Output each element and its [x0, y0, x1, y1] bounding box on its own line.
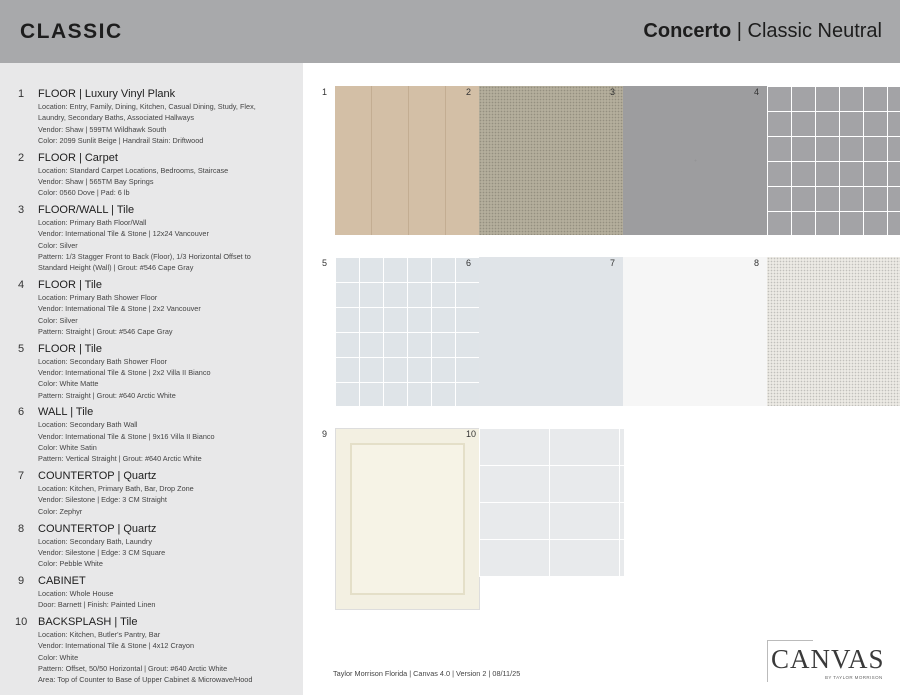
material-swatch	[623, 86, 768, 235]
item-detail: Vendor: Shaw | 599TM Wildhawk South	[38, 124, 167, 134]
item-detail: Location: Whole House	[38, 588, 114, 598]
item-detail: Location: Primary Bath Shower Floor	[38, 293, 158, 303]
item-number: 5	[18, 342, 25, 355]
swatch-number: 6	[466, 258, 472, 268]
item-number: 10	[15, 616, 28, 628]
item-detail: Pattern: 1/3 Stagger Front to Back (Floor), 1/3 Horizontal Offset to	[38, 251, 251, 261]
item-number: 4	[18, 279, 25, 292]
item-detail: Vendor: International Tile & Stone | 2x2 Villa II Bianco	[38, 368, 211, 378]
item-number: 7	[18, 470, 25, 483]
material-swatch	[767, 257, 900, 406]
material-swatch	[623, 257, 768, 406]
material-swatch	[479, 428, 624, 577]
item-detail: Location: Secondary Bath Shower Floor	[38, 356, 167, 366]
swatch-number: 2	[466, 87, 472, 97]
selection-item	[0, 203, 303, 273]
collection-name: CLASSIC	[20, 20, 123, 43]
item-detail: Color: Silver	[38, 240, 78, 250]
item-detail: Location: Kitchen, Primary Bath, Bar, Drop Zone	[38, 484, 194, 494]
item-detail: Vendor: Silestone | Edge: 3 CM Square	[38, 547, 166, 557]
item-number: 9	[18, 574, 25, 587]
item-detail: Vendor: International Tile & Stone | 12x24 Vancouver	[38, 229, 209, 239]
material-swatch	[335, 428, 480, 610]
item-detail: Location: Kitchen, Butler's Pantry, Bar	[38, 630, 161, 639]
selection-item	[0, 615, 303, 685]
item-title: FLOOR | Luxury Vinyl Plank	[38, 88, 176, 100]
item-detail: Pattern: Straight | Grout: #546 Cape Gray	[38, 326, 173, 336]
item-detail: Door: Barnett | Finish: Painted Linen	[38, 600, 156, 610]
item-detail: Location: Secondary Bath Wall	[38, 420, 138, 430]
item-detail: Color: 2099 Sunlit Beige | Handrail Stain: Driftwood	[38, 135, 204, 145]
item-detail: Vendor: International Tile & Stone | 4x12 Crayon	[38, 641, 195, 651]
item-detail: Vendor: International Tile & Stone | 9x16 Villa II Bianco	[38, 431, 215, 441]
selection-item	[0, 342, 303, 401]
item-detail: Location: Primary Bath Floor/Wall	[38, 218, 147, 228]
title-scheme: | Classic Neutral	[731, 20, 882, 42]
item-detail: Color: White Satin	[38, 443, 97, 453]
swatch-number: 1	[322, 87, 328, 97]
item-detail: Location: Standard Carpet Locations, Bedrooms, Staircase	[38, 165, 229, 175]
selection-item	[0, 574, 303, 611]
page-title	[643, 20, 882, 43]
item-title: FLOOR | Tile	[38, 342, 102, 355]
footer-text: Taylor Morrison Florida | Canvas 4.0 | Version 2 | 08/11/25	[333, 669, 521, 678]
material-swatch	[479, 86, 624, 235]
swatch-number: 10	[466, 429, 477, 439]
item-title: FLOOR/WALL | Tile	[38, 204, 135, 217]
item-number: 6	[18, 406, 25, 419]
canvas-logo: CANVAS BY TAYLOR MORRISON	[767, 640, 887, 682]
material-swatch	[767, 86, 900, 235]
item-detail: Standard Height (Wall) | Grout: #546 Cape Gray	[38, 263, 194, 273]
item-detail: Location: Entry, Family, Dining, Kitchen, Casual Dining, Study, Flex,	[38, 102, 256, 111]
selection-item	[0, 87, 303, 146]
item-title: FLOOR | Tile	[38, 279, 102, 292]
item-number: 1	[18, 88, 25, 100]
item-detail: Color: Zephyr	[38, 506, 83, 516]
item-detail: Color: Silver	[38, 315, 78, 325]
item-detail: Vendor: International Tile & Stone | 2x2 Vancouver	[38, 304, 201, 314]
swatch-number: 4	[754, 87, 760, 97]
item-title: FLOOR | Carpet	[38, 151, 118, 164]
item-title: COUNTERTOP | Quartz	[38, 522, 157, 535]
material-swatch	[479, 257, 624, 406]
selections-list	[0, 63, 303, 695]
item-title: COUNTERTOP | Quartz	[38, 470, 157, 483]
item-detail: Area: Top of Counter to Base of Upper Cabinet & Microwave/Hood	[38, 675, 253, 685]
swatch-number: 5	[322, 258, 328, 268]
item-detail: Color: Pebble White	[38, 559, 103, 569]
swatch-number: 7	[610, 258, 616, 268]
selection-item	[0, 405, 303, 464]
item-detail: Location: Secondary Bath, Laundry	[38, 536, 152, 546]
item-title: BACKSPLASH | Tile	[38, 616, 138, 628]
swatch-number: 3	[610, 87, 616, 97]
item-title: WALL | Tile	[38, 406, 94, 419]
item-number: 2	[18, 151, 25, 164]
selection-item	[0, 522, 303, 570]
item-detail: Vendor: Shaw | 565TM Bay Springs	[38, 176, 154, 186]
item-detail: Color: 0560 Dove | Pad: 6 lb	[38, 188, 130, 198]
item-detail: Pattern: Straight | Grout: #640 Arctic White	[38, 390, 176, 400]
item-title: CABINET	[38, 574, 86, 587]
swatch-number: 8	[754, 258, 760, 268]
swatch-number: 9	[322, 429, 328, 439]
selection-item	[0, 469, 303, 517]
item-detail: Color: White	[38, 652, 79, 662]
item-detail: Color: White Matte	[38, 379, 99, 389]
item-detail: Laundry, Secondary Baths, Associated Hallways	[38, 113, 195, 123]
item-detail: Pattern: Vertical Straight | Grout: #640 Arctic White	[38, 454, 202, 464]
item-number: 8	[18, 522, 25, 535]
item-number: 3	[18, 204, 25, 217]
selection-item	[0, 278, 303, 337]
item-detail: Pattern: Offset, 50/50 Horizontal | Grout: #640 Arctic White	[38, 663, 228, 673]
title-community: Concerto	[643, 20, 732, 42]
selection-item	[0, 151, 303, 199]
header	[0, 0, 900, 63]
item-detail: Vendor: Silestone | Edge: 3 CM Straight	[38, 495, 167, 505]
material-swatch	[335, 257, 480, 406]
material-swatch	[335, 86, 480, 235]
